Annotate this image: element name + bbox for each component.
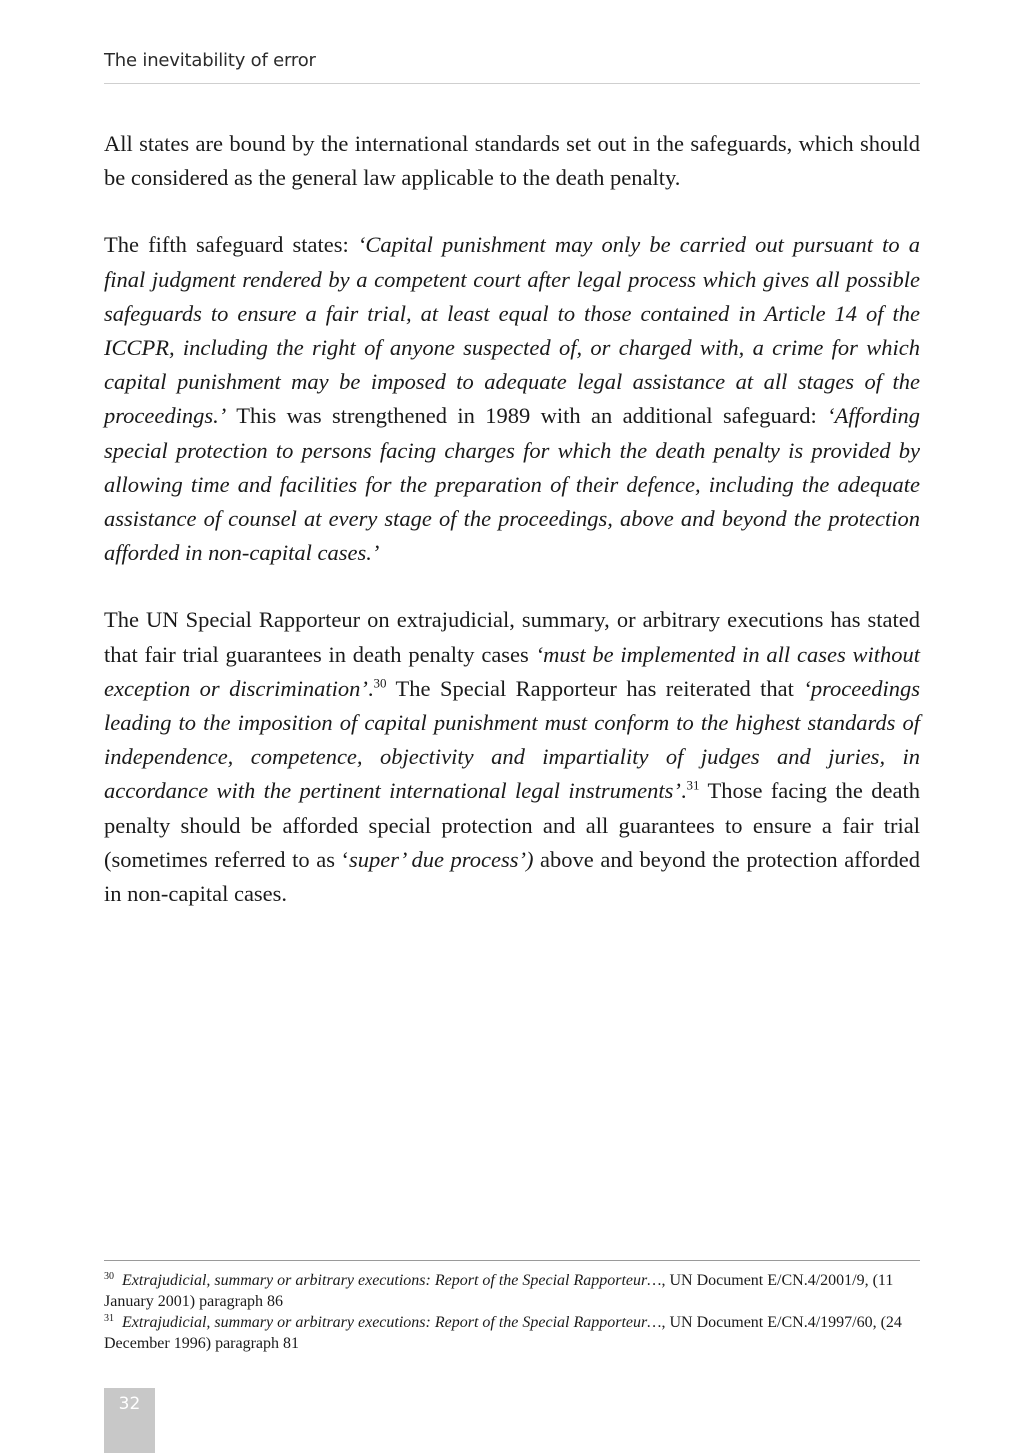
paragraph-2-lead: The fifth safeguard states: — [104, 232, 358, 258]
page-number-tab — [104, 1388, 155, 1453]
paragraph-2-quote-fifth-safeguard: ‘Capital punishment may only be carried out pursuant to a final judgment rendered by a competent court after legal process which gives all possible safeguards to ensure a fair trial, at least equal to those contained in Article 14 of the ICCPR, including the right of anyone suspected of, or charged with, a crime for which capital punishment may be imposed to adequate legal assistance at all stages of the proceedings.’ — [104, 232, 920, 429]
paragraph-2-middle: This was strengthened in 1989 with an additional safeguard: — [226, 403, 828, 429]
paragraph-3-quote-3: super’ due process’) — [349, 846, 534, 872]
footnote-31 — [104, 1313, 920, 1354]
footnote-ref-31[interactable]: 31 — [686, 777, 700, 793]
paragraph-3-after-quote-1: . — [367, 675, 374, 701]
footnote-title: Extrajudicial, summary or arbitrary executions: Report of the Special Rapporteur… — [122, 1272, 662, 1289]
page-number: 32 — [118, 1394, 141, 1414]
paragraph-3-part-1: The UN Special Rapporteur on extrajudicial, summary, or arbitrary executions has stated that fair trial guarantees in death penalty cases — [104, 607, 920, 667]
paragraph-2 — [104, 228, 920, 570]
footnote-text: , UN Document E/CN.4/1997/60, (24 December 1996) paragraph 81 — [104, 1314, 902, 1352]
running-header-title: The inevitability of error — [104, 50, 316, 71]
paragraph-3-quote-1: ‘must be implemented in all cases without exception or discrimination’ — [104, 641, 920, 701]
header-divider — [104, 83, 920, 84]
footnote-number: 30 — [104, 1270, 114, 1282]
footnote-number: 31 — [104, 1312, 114, 1324]
paragraph-3-after-quote-2: . — [680, 778, 687, 804]
paragraph-3-part-4: above and beyond the protection afforded in non-capital cases. — [104, 846, 920, 907]
footnote-title: Extrajudicial, summary or arbitrary executions: Report of the Special Rapporteur… — [122, 1314, 662, 1331]
footnote-divider — [104, 1260, 920, 1261]
footnote-ref-30[interactable]: 30 — [373, 675, 387, 691]
paragraph-3 — [104, 603, 920, 911]
paragraph-3-quote-2: ‘proceedings leading to the imposition of capital punishment must conform to the highest standards of independence, competence, objectivity and impartiality of judges and juries, in accordance with the pertinent international legal instruments’ — [104, 675, 921, 804]
footnote-30 — [104, 1271, 920, 1312]
paragraph-3-part-3: Those facing the death penalty should be afforded special protection and all guarantees to ensure a fair trial (sometimes referred to as ‘ — [104, 778, 920, 872]
footnote-text: , UN Document E/CN.4/2001/9, (11 January 2001) paragraph 86 — [104, 1272, 894, 1310]
body-text — [104, 127, 920, 944]
paragraph-3-part-2: The Special Rapporteur has reiterated that — [386, 675, 804, 701]
footnotes — [104, 1271, 920, 1355]
paragraph-2-quote-additional-safeguard: ‘Affording special protection to persons facing charges for which the death penalty is provided by allowing time and facilities for the preparation of their defence, including the adequate assistance of counsel at every stage of the proceedings, above and beyond the protection afforded in non-capital cases.’ — [104, 403, 920, 566]
paragraph-1: All states are bound by the international standards set out in the safeguards, which should be considered as the general law applicable to the death penalty. — [104, 131, 920, 191]
